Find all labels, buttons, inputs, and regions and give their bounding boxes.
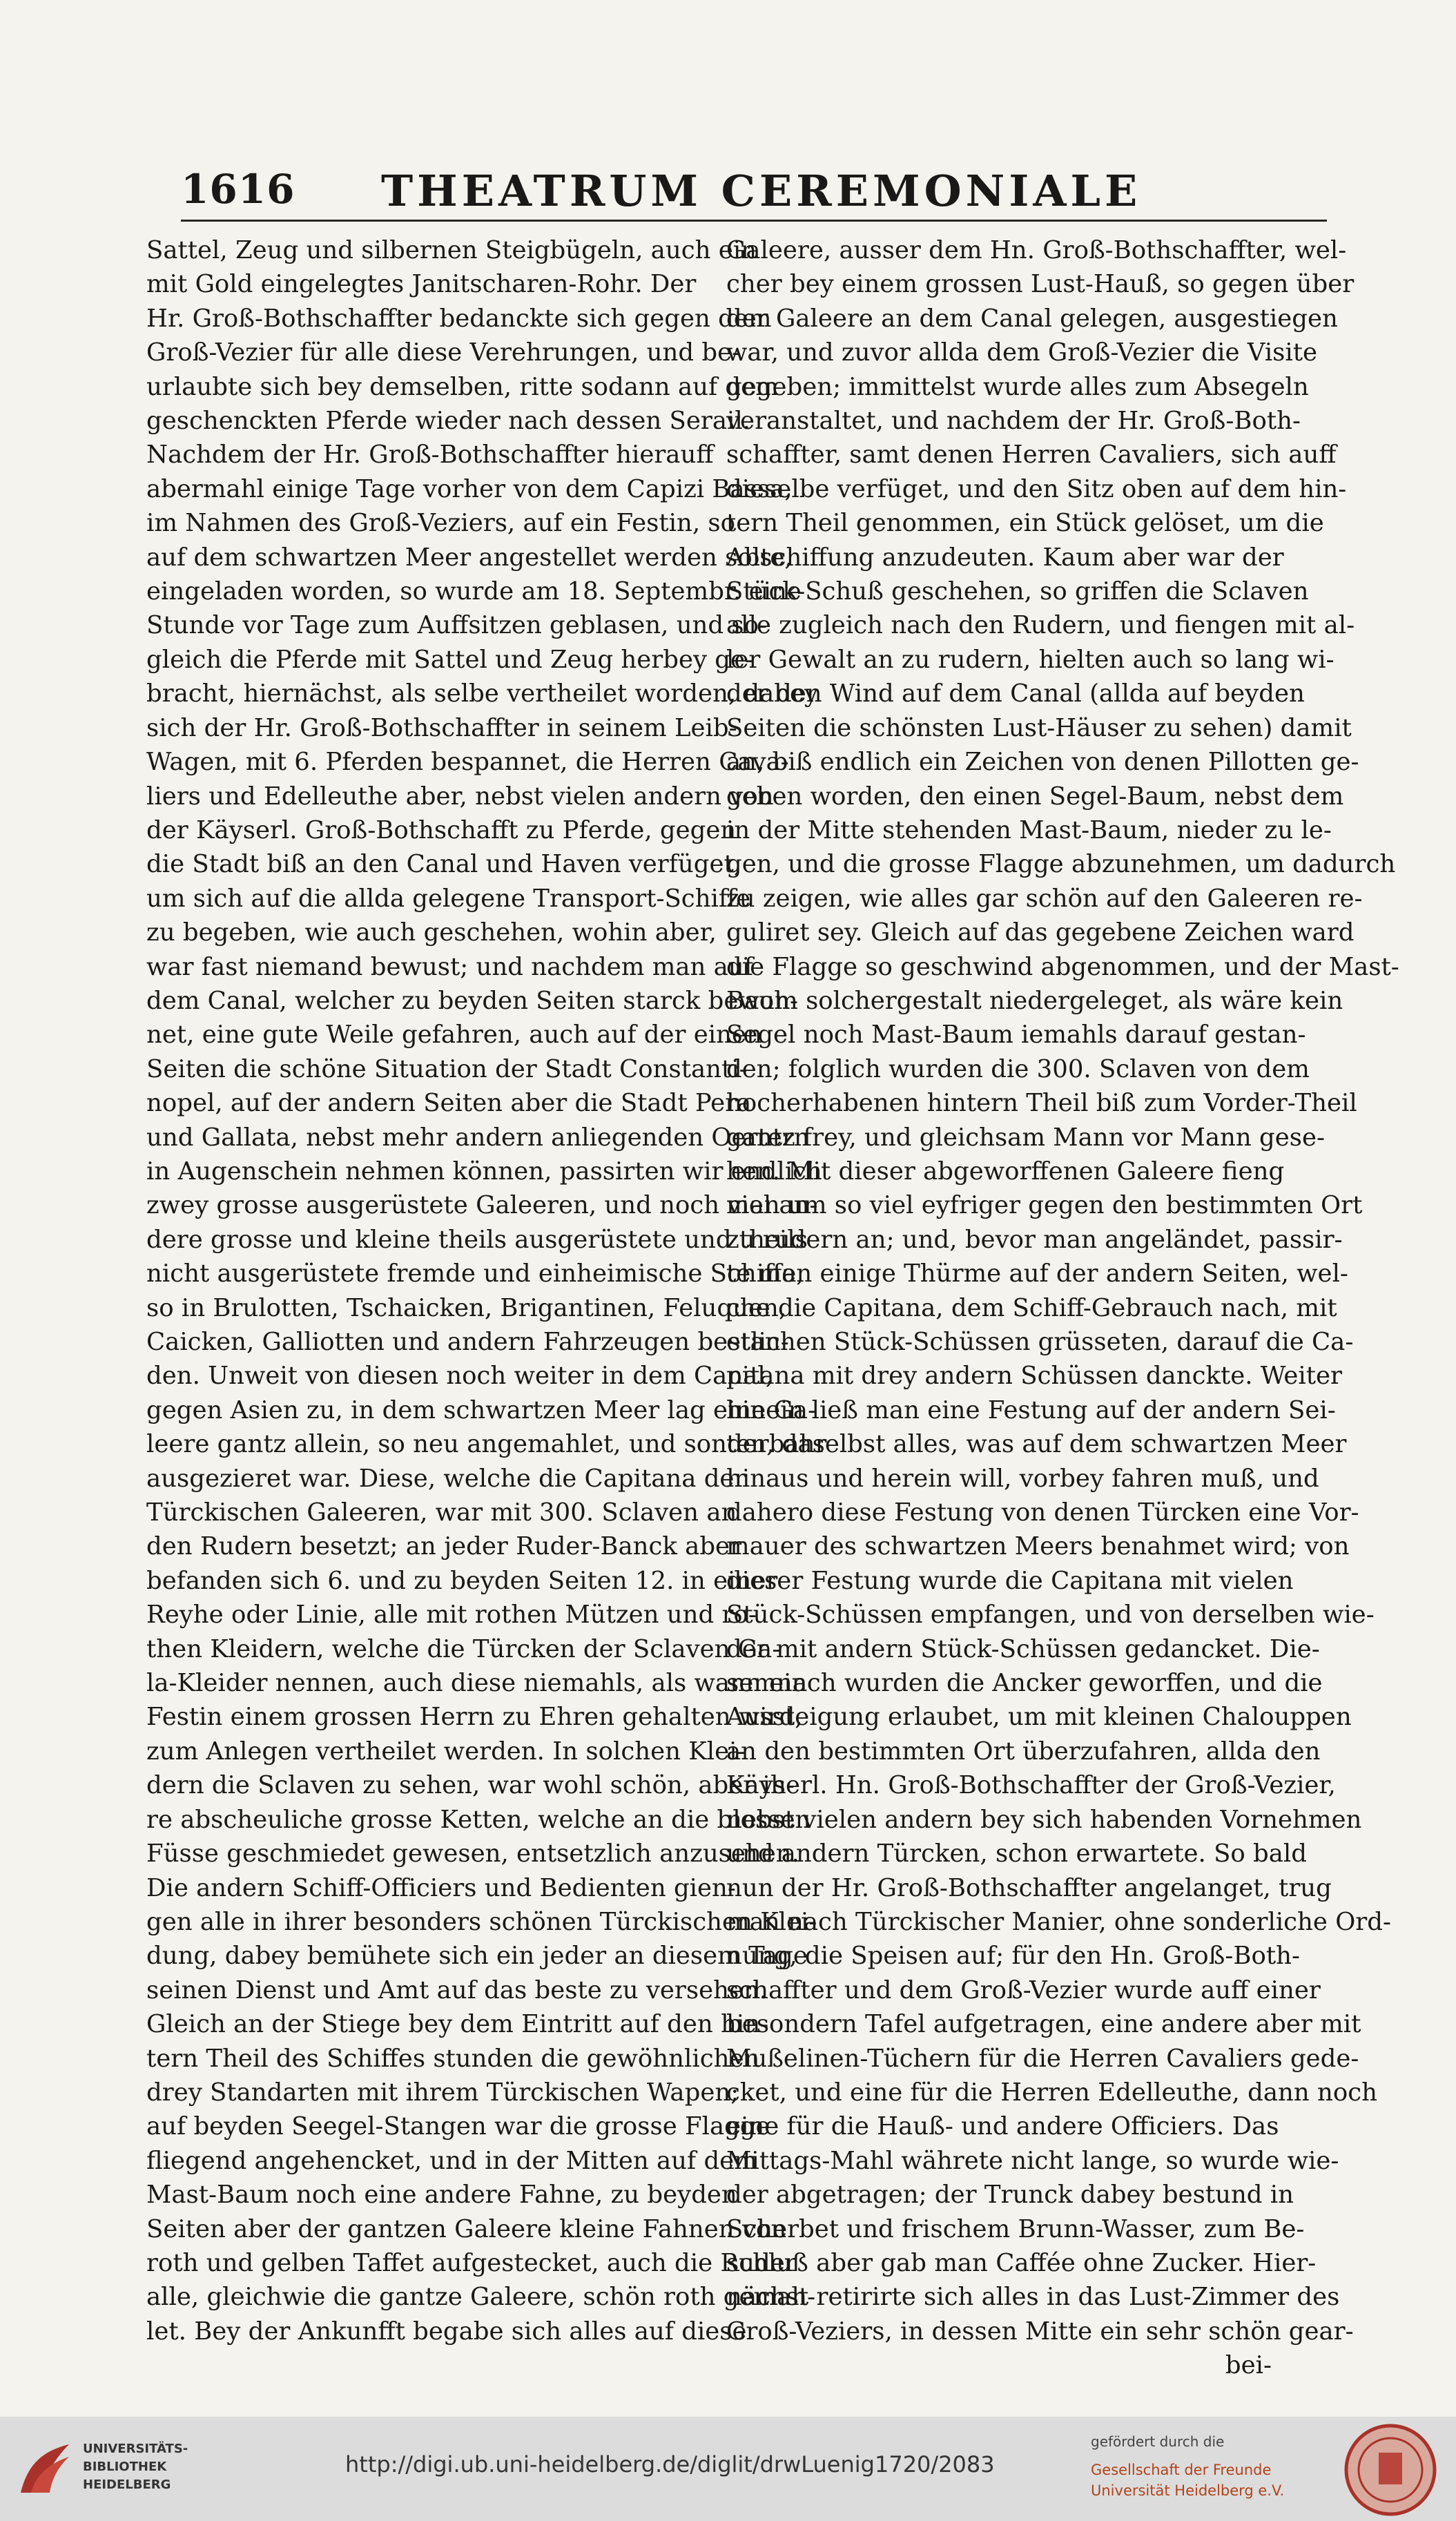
- text-line: hocherhabenen hintern Theil biß zum Vorder-Theil: [726, 1089, 1357, 1118]
- text-line: seinen Dienst und Amt auf das beste zu versehen.: [146, 1976, 768, 2005]
- text-line: zu zeigen, wie alles gar schön auf den Galeeren re-: [726, 884, 1363, 913]
- sponsor-label: gefördert durch die: [1091, 2433, 1225, 2450]
- text-line: gen alle in ihrer besonders schönen Türckischen Klei-: [146, 1907, 817, 1936]
- text-line: Stunde vor Tage zum Auffsitzen geblasen, und so-: [146, 611, 768, 640]
- text-line: man um so viel eyfriger gegen den bestimmten Ort: [726, 1191, 1363, 1220]
- text-line: Stück-Schuß geschehen, so griffen die Sclaven: [726, 577, 1309, 606]
- page-number: 1616: [181, 166, 295, 213]
- text-line: und Gallata, nebst mehr andern anliegenden Oertern: [146, 1123, 810, 1152]
- text-line: nun der Hr. Groß-Bothschaffter angelanget, trug: [726, 1873, 1332, 1902]
- text-line: man nach Türckischer Manier, ohne sonderliche Ord-: [726, 1907, 1391, 1936]
- text-line: war, und zuvor allda dem Groß-Vezier die Visite: [726, 338, 1318, 367]
- text-line: Käyserl. Hn. Groß-Bothschaffter der Groß-Vezier,: [726, 1771, 1336, 1800]
- text-line: dieser Festung wurde die Capitana mit vielen: [726, 1566, 1294, 1595]
- text-line: Groß-Veziers, in dessen Mitte ein sehr schön gear-: [726, 2317, 1354, 2346]
- text-line: Groß-Vezier für alle diese Verehrungen, und be-: [146, 338, 741, 367]
- text-line: schaffter und dem Groß-Vezier wurde auff einer: [726, 1976, 1321, 2005]
- text-line: ausgezieret war. Diese, welche die Capitana der: [146, 1464, 746, 1493]
- text-line: Seiten die schöne Situation der Stadt Constanti-: [146, 1054, 748, 1083]
- text-line: eingeladen worden, so wurde am 18. Septembr. eine: [146, 577, 802, 606]
- library-logo-icon: [14, 2437, 76, 2500]
- library-name-line: BIBLIOTHEK: [83, 2460, 167, 2474]
- text-line: dieselbe verfüget, und den Sitz oben auf dem hin-: [726, 474, 1347, 503]
- left-text-column: [146, 233, 827, 2348]
- text-line: Caicken, Galliotten und andern Fahrzeugen bestan-: [146, 1328, 789, 1356]
- text-line: tern Theil genommen, ein Stück gelöset, um die: [726, 509, 1324, 538]
- library-name: [83, 2440, 188, 2494]
- text-line: Reyhe oder Linie, alle mit rothen Mützen und ro-: [146, 1601, 757, 1630]
- text-line: schluß aber gab man Caffée ohne Zucker. Hier-: [726, 2248, 1317, 2277]
- text-line: Seiten die schönsten Lust-Häuser zu sehen) damit: [726, 713, 1352, 742]
- text-line: Türckischen Galeeren, war mit 300. Sclaven an: [146, 1498, 737, 1527]
- text-line: eine für die Hauß- und andere Officiers. Das: [726, 2112, 1279, 2141]
- text-line: der den Wind auf dem Canal (allda auf beyden: [726, 679, 1305, 708]
- text-line: an, biß endlich ein Zeichen von denen Pillotten ge-: [726, 748, 1359, 777]
- text-line: Mast-Baum noch eine andere Fahne, zu beyden: [146, 2181, 737, 2210]
- text-line: etlichen Stück-Schüssen grüsseten, darauf die Ca-: [726, 1328, 1354, 1356]
- text-line: che die Capitana, dem Schiff-Gebrauch nach, mit: [726, 1293, 1337, 1322]
- text-line: dung, dabey bemühete sich ein jeder an diesem Tage: [146, 1942, 808, 1971]
- university-seal-icon: [1343, 2422, 1438, 2518]
- text-line: im Nahmen des Groß-Veziers, auf ein Festin, so: [146, 509, 736, 538]
- text-line: geben worden, den einen Segel-Baum, nebst dem: [726, 782, 1344, 811]
- text-line: ler Gewalt an zu rudern, hielten auch so lang wi-: [726, 645, 1334, 674]
- text-line: sich der Hr. Groß-Bothschaffter in seinem Leib-: [146, 713, 737, 742]
- text-line: zu begeben, wie auch geschehen, wohin aber,: [146, 918, 717, 947]
- text-line: Mußelinen-Tüchern für die Herren Cavaliers gede-: [726, 2044, 1359, 2073]
- text-line: dahero diese Festung von denen Türcken eine Vor-: [726, 1498, 1359, 1527]
- text-line: besondern Tafel aufgetragen, eine andere aber mit: [726, 2010, 1361, 2039]
- text-line: der abgetragen; der Trunck dabey bestund in: [726, 2181, 1294, 2210]
- text-line: die Stadt biß an den Canal und Haven verfüget,: [146, 850, 742, 879]
- text-line: drey Standarten mit ihrem Türckischen Wapen;: [146, 2078, 739, 2107]
- right-text-column: [726, 233, 1399, 2383]
- text-line: guliret sey. Gleich auf das gegebene Zeichen ward: [726, 918, 1355, 947]
- text-line: nopel, auf der andern Seiten aber die Stadt Pera: [146, 1089, 752, 1118]
- text-line: der Käyserl. Groß-Bothschafft zu Pferde, gegen: [146, 815, 737, 844]
- sponsor-name-line: Gesellschaft der Freunde: [1091, 2462, 1272, 2478]
- text-line: cket, und eine für die Herren Edelleuthe, dann noch: [726, 2078, 1378, 2107]
- text-line: dem Canal, welcher zu beyden Seiten starck bewoh-: [146, 986, 798, 1015]
- text-line: Gleich an der Stiege bey dem Eintritt auf den hin-: [146, 2010, 769, 2039]
- text-line: so in Brulotten, Tschaicken, Brigantinen, Feluquen,: [146, 1293, 787, 1322]
- text-line: gegeben; immittelst wurde alles zum Absegeln: [726, 372, 1309, 401]
- text-line: zum Anlegen vertheilet werden. In solchen Klei-: [146, 1737, 746, 1766]
- text-line: mauer des schwartzen Meers benahmet wird; von: [726, 1532, 1350, 1561]
- text-line: re abscheuliche grosse Ketten, welche an die blossen: [146, 1805, 811, 1834]
- text-line: zwey grosse ausgerüstete Galeeren, und noch viel an-: [146, 1191, 818, 1220]
- text-line: um sich auf die allda gelegene Transport-Schiffe: [146, 884, 751, 913]
- text-line: geschenckten Pferde wieder nach dessen Serail.: [146, 407, 750, 436]
- text-line: alle, gleichwie die gantze Galeere, schön roth gemah-: [146, 2283, 816, 2312]
- text-line: Stück-Schüssen empfangen, und von derselben wie-: [726, 1601, 1375, 1630]
- text-line: gen, und die grosse Flagge abzunehmen, um dadurch: [726, 850, 1396, 879]
- page-header: [181, 156, 1327, 225]
- text-line: mit Gold eingelegtes Janitscharen-Rohr. Der: [146, 270, 697, 299]
- text-line: Nachdem der Hr. Groß-Bothschaffter hierauff: [146, 441, 714, 470]
- text-line: Sattel, Zeug und silbernen Steigbügeln, auch ein: [146, 236, 757, 264]
- text-line: then Kleidern, welche die Türcken der Sclaven Ga-: [146, 1634, 781, 1663]
- sponsor-name-line: Universität Heidelberg e.V.: [1091, 2482, 1285, 2499]
- text-line: Galeere, ausser dem Hn. Groß-Bothschaffter, wel-: [726, 236, 1347, 264]
- text-line: nebst vielen andern bey sich habenden Vornehmen: [726, 1805, 1362, 1834]
- text-line: die Flagge so geschwind abgenommen, und der Mast-: [726, 952, 1399, 981]
- text-line: alle zugleich nach den Rudern, und fiengen mit al-: [726, 611, 1355, 640]
- text-line: veranstaltet, und nachdem der Hr. Groß-Both-: [726, 407, 1301, 436]
- text-line: gleich die Pferde mit Sattel und Zeug herbey ge-: [146, 645, 754, 674]
- library-name-line: UNIVERSITÄTS-: [83, 2442, 188, 2456]
- text-line: Die andern Schiff-Officiers und Bedienten gien-: [146, 1873, 736, 1902]
- text-line: Mittags-Mahl währete nicht lange, so wurde wie-: [726, 2146, 1339, 2175]
- text-line: gantz frey, und gleichsam Mann vor Mann gese-: [726, 1123, 1325, 1152]
- library-name-line: HEIDELBERG: [83, 2477, 171, 2492]
- text-line: Segel noch Mast-Baum iemahls darauf gestan-: [726, 1021, 1306, 1050]
- text-line: Wagen, mit 6. Pferden bespannet, die Herren Cava-: [146, 748, 789, 777]
- text-line: leere gantz allein, so neu angemahlet, und sonderbahr: [146, 1430, 827, 1459]
- text-line: nicht ausgerüstete fremde und einheimische Schiffe,: [146, 1259, 804, 1288]
- text-line: auf beyden Seegel-Stangen war die grosse Flagge: [146, 2112, 770, 2141]
- text-line: tern Theil des Schiffes stunden die gewöhnlichen: [146, 2044, 760, 2073]
- text-line: der mit andern Stück-Schüssen gedancket. Die-: [726, 1634, 1320, 1663]
- text-line: hinein ließ man eine Festung auf der andern Sei-: [726, 1395, 1336, 1424]
- text-line: nächst retirirte sich alles in das Lust-Zimmer des: [726, 2283, 1340, 2312]
- text-line: gegen Asien zu, in dem schwartzen Meer lag eine Ga-: [146, 1395, 817, 1424]
- text-line: pitana mit drey andern Schüssen danckte. Weiter: [726, 1362, 1343, 1391]
- text-line: abermahl einige Tage vorher von dem Capizi Bassa,: [146, 474, 793, 503]
- text-line: bracht, hiernächst, als selbe vertheilet worden, dabey: [146, 679, 819, 708]
- text-line: in Augenschein nehmen können, passirten wir endlich: [146, 1157, 822, 1186]
- text-line: nung, die Speisen auf; für den Hn. Groß-Both-: [726, 1942, 1300, 1971]
- text-line: an den bestimmten Ort überzufahren, allda den: [726, 1737, 1321, 1766]
- header-rule: [181, 220, 1327, 222]
- text-line: te man einige Thürme auf der andern Seiten, wel-: [726, 1259, 1348, 1288]
- text-line: Aussteigung erlaubet, um mit kleinen Chalouppen: [726, 1703, 1352, 1732]
- text-line: hen. Mit dieser abgeworffenen Galeere fieng: [726, 1157, 1285, 1186]
- text-line: in der Mitte stehenden Mast-Baum, nieder zu le-: [726, 815, 1332, 844]
- text-line: urlaubte sich bey demselben, ritte sodann auf dem: [146, 372, 779, 401]
- text-line: Abschiffung anzudeuten. Kaum aber war der: [726, 543, 1284, 572]
- text-line: der Galeere an dem Canal gelegen, ausgestiegen: [726, 304, 1338, 333]
- text-line: cher bey einem grossen Lust-Hauß, so gegen über: [726, 270, 1355, 299]
- text-line: net, eine gute Weile gefahren, auch auf der einen: [146, 1021, 762, 1050]
- text-line: den Rudern besetzt; an jeder Ruder-Banck aber: [146, 1532, 742, 1561]
- text-line: Festin einem grossen Herrn zu Ehren gehalten wird,: [146, 1703, 803, 1732]
- text-line: schaffter, samt denen Herren Cavaliers, sich auff: [726, 441, 1337, 470]
- text-line: la-Kleider nennen, auch diese niemahls, als wann ein: [146, 1669, 808, 1698]
- text-line: befanden sich 6. und zu beyden Seiten 12. in einer: [146, 1566, 778, 1595]
- text-line: war fast niemand bewust; und nachdem man auf: [146, 952, 753, 981]
- text-line: hinaus und herein will, vorbey fahren muß, und: [726, 1464, 1319, 1493]
- permalink-url[interactable]: http://digi.ub.uni-heidelberg.de/diglit/drwLuenig1720/2083: [345, 2451, 995, 2477]
- text-line: dere grosse und kleine theils ausgerüstete und theils: [146, 1225, 808, 1254]
- catchword: bei-: [1225, 2351, 1272, 2380]
- text-line: den; folglich wurden die 300. Sclaven von dem: [726, 1054, 1310, 1083]
- text-line: fliegend angehencket, und in der Mitten auf dem: [146, 2146, 757, 2175]
- text-line: roth und gelben Taffet aufgestecket, auch die Ruder: [146, 2248, 797, 2277]
- text-line: let. Bey der Ankunfft begabe sich alles auf diese: [146, 2317, 747, 2346]
- text-line: Seiten aber der gantzen Galeere kleine Fahnen von: [146, 2214, 787, 2243]
- sponsor-name: [1091, 2460, 1284, 2501]
- text-line: den. Unweit von diesen noch weiter in dem Canal,: [146, 1362, 774, 1391]
- running-title: THEATRUM CEREMONIALE: [381, 166, 1142, 216]
- text-line: Scherbet und frischem Brunn-Wasser, zum Be-: [726, 2214, 1305, 2243]
- text-line: dern die Sclaven zu sehen, war wohl schön, aber ih-: [146, 1771, 795, 1800]
- text-line: liers und Edelleuthe aber, nebst vielen andern von: [146, 782, 774, 811]
- text-line: zu rudern an; und, bevor man angeländet, passir-: [726, 1225, 1343, 1254]
- text-line: und andern Türcken, schon erwartete. So bald: [726, 1839, 1308, 1868]
- text-line: semnach wurden die Ancker geworffen, und die: [726, 1669, 1323, 1698]
- text-line: ten, daselbst alles, was auf dem schwartzen Meer: [726, 1430, 1347, 1459]
- footer-bar: [0, 2417, 1456, 2521]
- text-line: auf dem schwartzen Meer angestellet werden solte,: [146, 543, 793, 572]
- text-line: Füsse geschmiedet gewesen, entsetzlich anzusehen.: [146, 1839, 799, 1868]
- text-line: Baum solchergestalt niedergeleget, als wäre kein: [726, 986, 1343, 1015]
- text-line: Hr. Groß-Bothschaffter bedanckte sich gegen dem: [146, 304, 772, 333]
